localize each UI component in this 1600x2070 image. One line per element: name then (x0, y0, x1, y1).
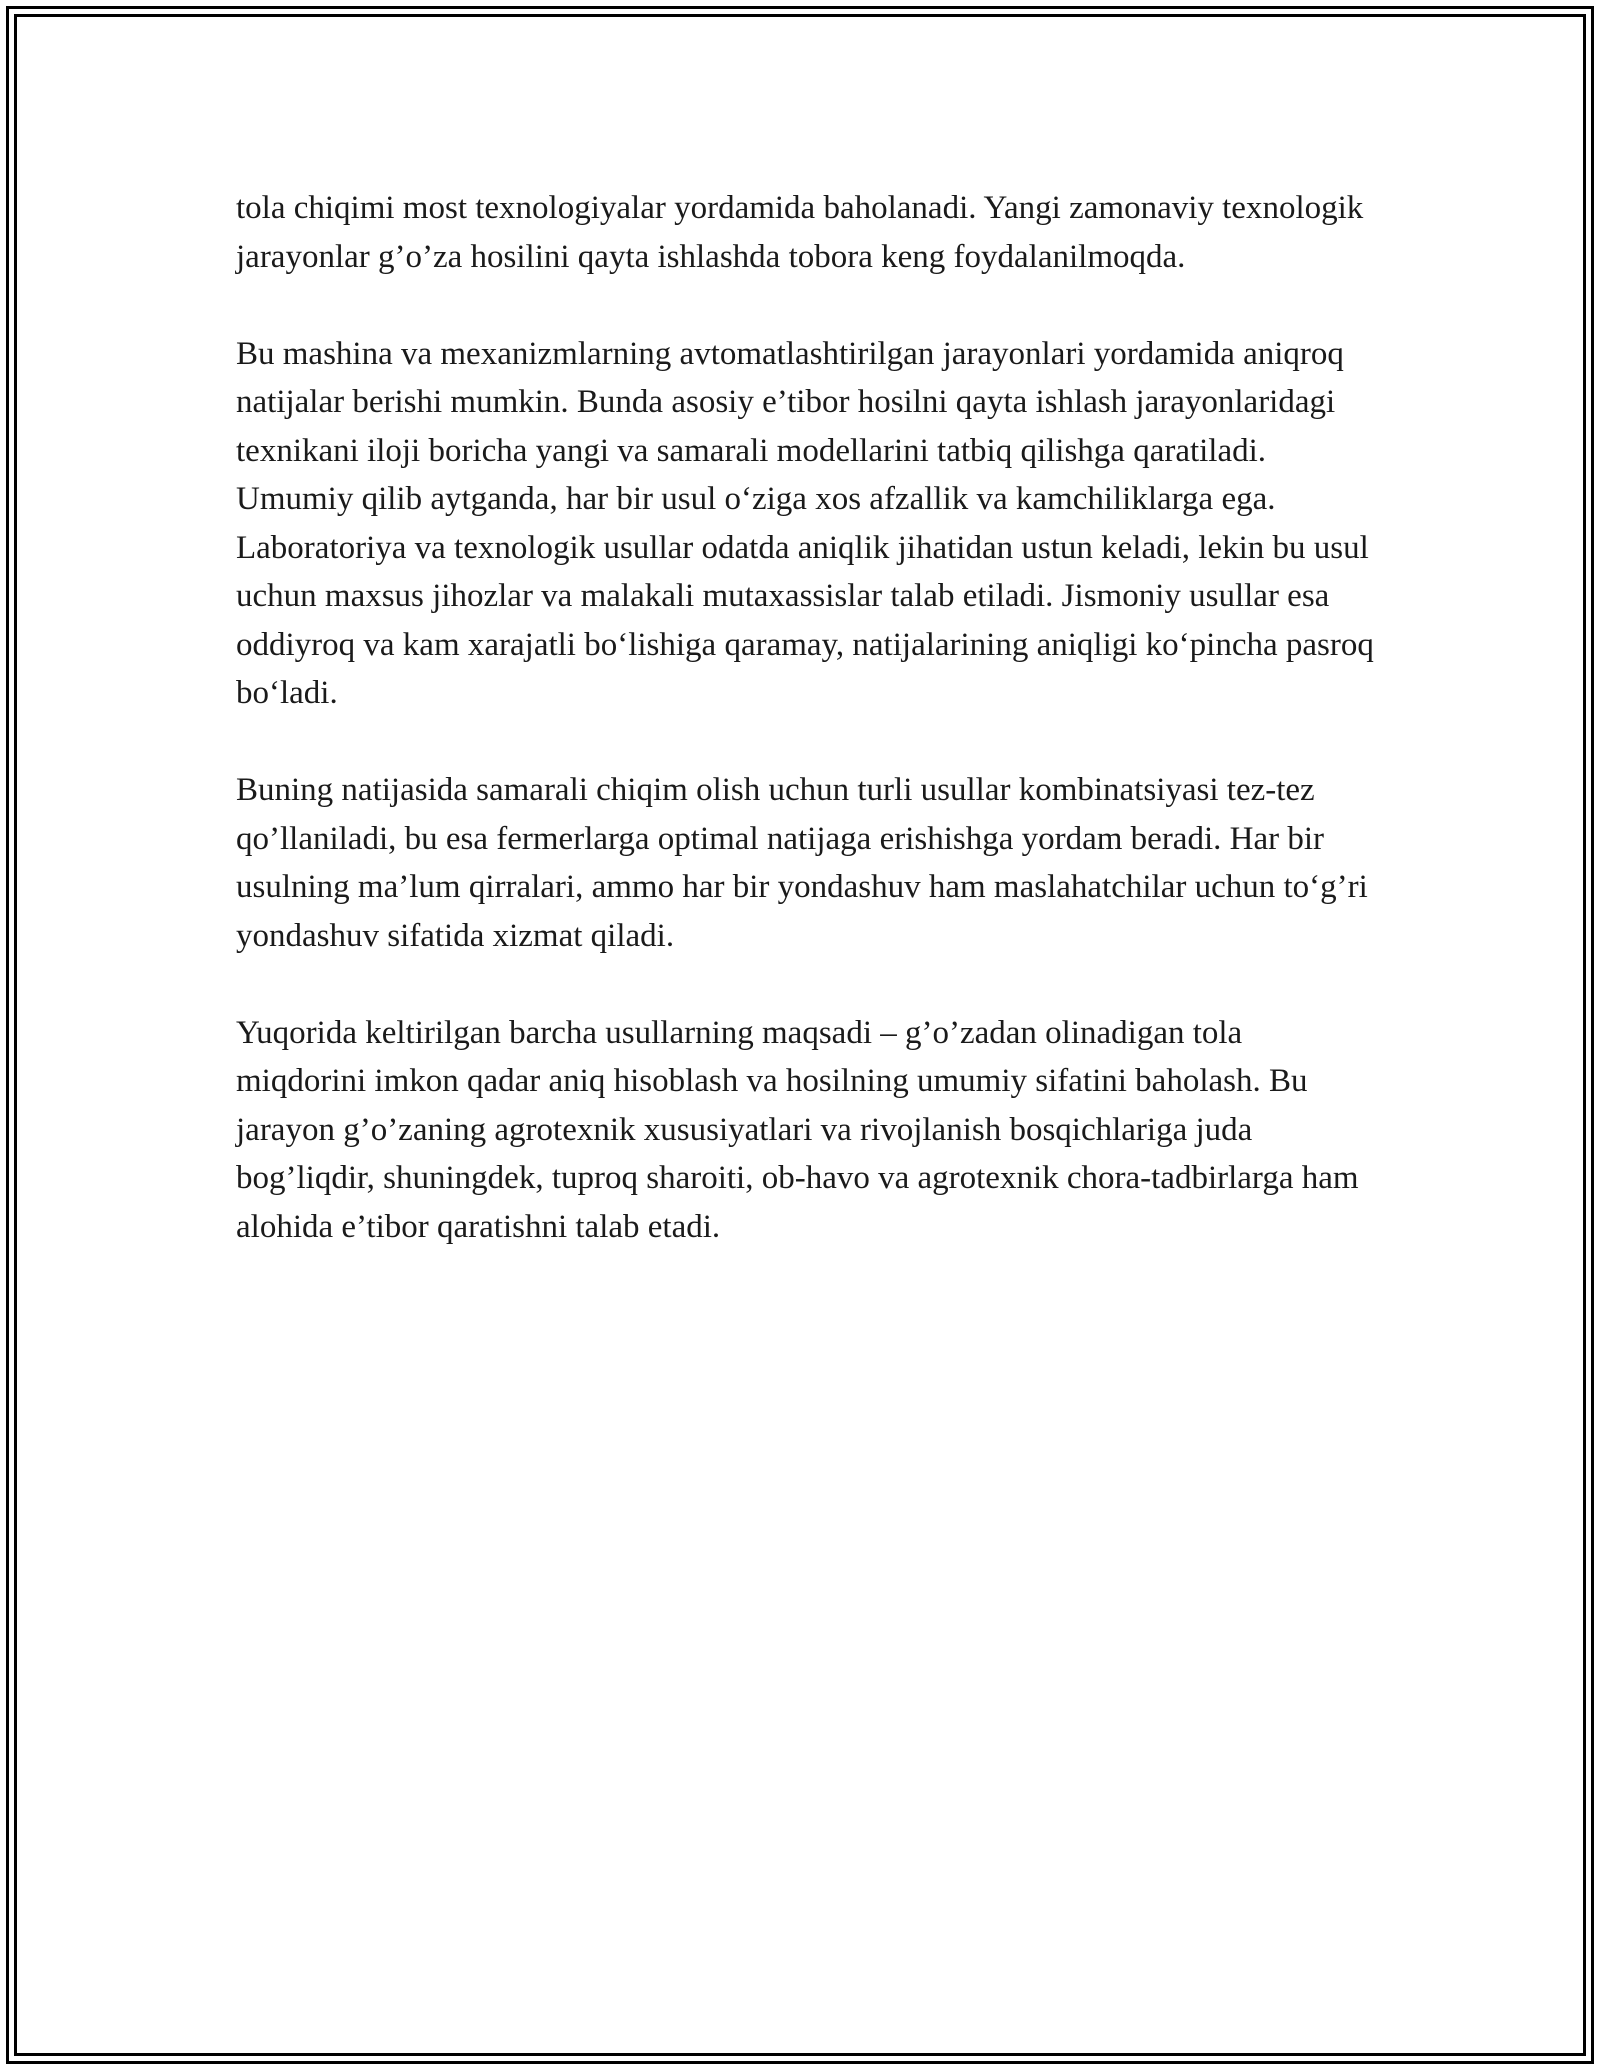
paragraph-2: Bu mashina va mexanizmlarning avtomatlashtirilgan jarayonlari yordamida aniqroq natijalar berishi mumkin. Bunda asosiy e’tibor hosilni qayta ishlash jarayonlaridagi texnikani iloji boricha yangi va samarali modellarini tatbiq qilishga qaratiladi. (236, 335, 1344, 469)
paragraph-5: Yuqorida keltirilgan barcha usullarning maqsadi – g’o’zadan olinadigan tola miqdorini imkon qadar aniq hisoblash va hosilning umumiy sifatini baholash. Bu jarayon g’o’zaning agrotexnik xususiyatlari va rivojlanish bosqichlariga juda bog’liqdir, shuningdek, tuproq sharoiti, ob-havo va agrotexnik chora-tadbirlarga ham alohida e’tibor qaratishni talab etadi. (236, 1014, 1359, 1245)
paragraph-spacer (236, 960, 1376, 1009)
document-body (236, 184, 1376, 1251)
paragraph-1: tola chiqimi most texnologiyalar yordamida baholanadi. Yangi zamonaviy texnologik jarayonlar g’o’za hosilini qayta ishlashda tobora keng foydalanilmoqda. (236, 190, 1364, 275)
paragraph-spacer (236, 281, 1376, 330)
paragraph-4: Buning natijasida samarali chiqim olish uchun turli usullar kombinatsiyasi tez-tez qo’llaniladi, bu esa fermerlarga optimal natijaga erishishga yordam beradi. Har bir usulning ma’lum qirralari, ammo har bir yondashuv ham maslahatchilar uchun to‘g’ri yondashuv sifatida xizmat qiladi. (236, 772, 1368, 954)
paragraph-spacer (236, 718, 1376, 767)
paragraph-3: Umumiy qilib aytganda, har bir usul o‘ziga xos afzallik va kamchiliklarga ega. Laboratoriya va texnologik usullar odatda aniqlik jihatidan ustun keladi, lekin bu usul uchun maxsus jihozlar va malakali mutaxassislar talab etiladi. Jismoniy usullar esa oddiyroq va kam xarajatli bo‘lishiga qaramay, natijalarining aniqligi ko‘pincha pasroq bo‘ladi. (236, 481, 1374, 711)
